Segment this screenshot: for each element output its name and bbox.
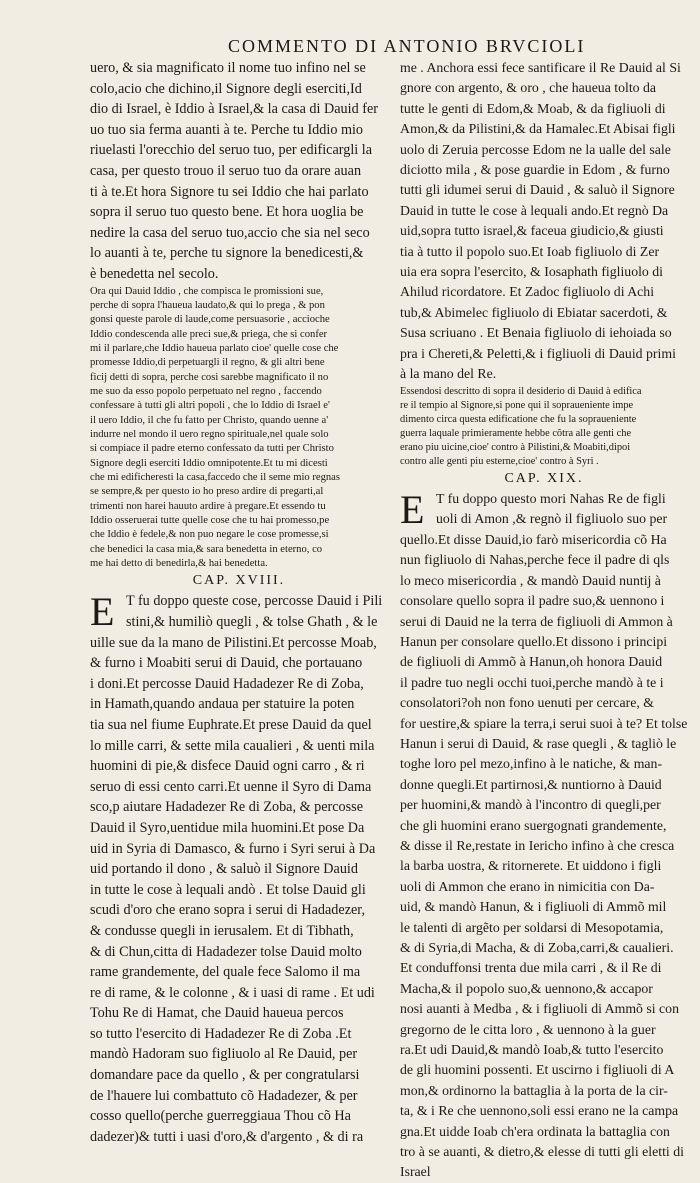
right-body-text: [400, 489, 688, 1183]
text-line: ta, & i Re che uennono,soli essi erano ne la campa: [400, 1103, 679, 1119]
text-line: uoli di Ammon che erano in nimicitia con Da-: [400, 878, 655, 894]
text-line: nosi auanti à Medba , & i figliuoli di Ammõ si con: [400, 1001, 679, 1017]
right-commentary: [400, 385, 688, 470]
text-line: tub,& Abimelec figliuolo di Ebiatar sacerdoti, &: [400, 304, 668, 320]
left-top-text: [90, 58, 388, 285]
text-line: tro à se auanti, & dietro,& elesse di tutti gli eletti di: [400, 1144, 684, 1160]
text-line: che benedici la casa mia,& sara benedetta in eterno, co: [90, 543, 323, 555]
text-line: stini,& humiliò quegli , & tolse Ghath , & le: [126, 614, 378, 630]
left-body-text: [90, 591, 388, 1147]
text-line: Susa scriuano . Et Benaia figliuolo di iehoiada so: [400, 325, 672, 341]
text-line: Iddio osseruerai tutte quelle cose che tu hai promesso,pe: [90, 515, 330, 527]
text-line: se sempre,& per questo io ho preso ardire di pregarti,al: [90, 486, 324, 498]
text-line: per huomini,& mandò à l'incontro di quegli,per: [400, 797, 661, 813]
text-line: mi il parlare,che Iddio haueua parlato cioe' quelle cose che: [90, 342, 339, 354]
text-line: il padre tuo negli occhi tuoi,perche mandò à te i: [400, 674, 664, 690]
text-line: & di Syria,di Macha, & di Zoba,carri,& caualieri.: [400, 940, 674, 955]
text-line: diciotto mila , & pose guardie in Edom , & furno: [400, 162, 670, 178]
text-line: che Iddio è fedele,& non puo negare le cose promesse,si: [90, 529, 329, 541]
text-line: uid,sopra tutto israel,& faceua giudicio,& giusti: [400, 223, 664, 239]
text-line: Dauid in tutte le cose à lequali ando.Et regnò Da: [400, 202, 669, 218]
left-column: [90, 58, 388, 1145]
text-line: uero, & sia magnificato il nome tuo infino nel se: [90, 60, 366, 76]
text-line: Amon,& da Pilistini,& da Hamalec.Et Abisai figli: [400, 121, 676, 137]
text-line: la barba uostra, & ritornerete. Et uiddono i figli: [400, 858, 662, 874]
text-line: Israel: [400, 1164, 431, 1180]
text-line: toghe loro pel mezo,infino à le natiche, & man-: [400, 756, 663, 772]
text-line: perche di sopra l'haueua laudato,& qui lo prega , & pon: [90, 299, 325, 311]
text-line: de figliuoli di Ammõ à Hanun,oh honora Dauid: [400, 654, 663, 670]
text-line: donne quegli.Et partirnosi,& nuntiorno à Dauid: [400, 776, 662, 792]
text-line: Iddio condescenda alle preci sue,& priega, che si confer: [90, 328, 328, 340]
text-line: & disse il Re,restate in Iericho infino à che cresca: [400, 837, 675, 853]
text-line: mon,& ordinorno la battaglia à la porta de la cir-: [400, 1082, 668, 1098]
text-line: uia era sopra l'esercito, & Iosaphath figliuolo di: [400, 264, 664, 280]
text-line: re il tempio al Signore,si pone qui il sopraueniente impe: [400, 399, 634, 411]
text-line: domandare pace da quello , & per congratularsi: [90, 1067, 360, 1084]
text-line: che gli huomini erano suergognati grandemente,: [400, 817, 667, 833]
text-line: i doni.Et percosse Dauid Hadadezer Re di Zoba,: [90, 675, 364, 692]
text-line: huomini di pie,& disfece Dauid ogni carro , & ri: [90, 758, 365, 775]
text-line: guerra laquale primieramente hebbe cõtra alle genti che: [400, 427, 632, 439]
text-line: Hanun per consolare quello.Et dissono i principi: [400, 633, 668, 649]
left-commentary: [90, 285, 388, 572]
text-line: tutte le genti di Edom,& Moab, & da figliuoli di: [400, 100, 666, 116]
text-line: confessare à tutti gli altri popoli , che lo Iddio di Israel e': [90, 400, 330, 412]
chapter-heading-18: CAP. XVIII.: [192, 573, 286, 589]
text-line: cosso quello(perche guerreggiaua Thou cõ Ha: [90, 1108, 351, 1125]
text-line: ficij detti di sopra, perche cosi sarebbe magnificato il no: [90, 371, 329, 383]
text-line: consolare quello sopra il padre suo,& uennono i: [400, 593, 665, 609]
running-head: COMMENTO DI ANTONIO BRVCIOLI: [228, 36, 586, 56]
text-line: tutti gli idumei serui di Dauid , & saluò il Signore: [400, 182, 675, 198]
text-line: Ora qui Dauid Iddio , che compisca le promissioni sue,: [90, 285, 324, 297]
text-line: ra.Et udi Dauid,& mandò Ioab,& tutto l'esercito: [400, 1042, 664, 1058]
text-line: erano piu uicine,cioe' contro à Pilistini,& Moabiti,dipoi: [400, 441, 631, 453]
text-line: le talenti di argẽto per soldarsi di Mesopotamia,: [400, 919, 664, 935]
text-line: colo,acio che dichino,il Signore degli eserciti,Id: [90, 80, 362, 97]
text-line: gna.Et uidde Ioab ch'era ordinata la battaglia con: [400, 1123, 670, 1139]
text-line: uolo di Zeruia percosse Edom ne la ualle del sale: [400, 141, 671, 157]
text-line: nun figliuolo di Nahas,perche fece il padre di qls: [400, 552, 670, 568]
text-line: casa, per questo trouo il seruo tuo da orare auan: [90, 162, 362, 179]
text-line: tia à tutto il popolo suo.Et Ioab figliuolo di Zer: [400, 243, 660, 259]
text-line: in tutte le cose à lequali andò . Et tolse Dauid gli: [90, 881, 366, 898]
text-line: Macha,& il popolo suo,& uennono,& accapor: [400, 980, 653, 996]
text-line: ti à te.Et hora Signore tu sei Iddio che hai parlato: [90, 183, 369, 200]
text-line: for uestire,& spiare la terra,i serui suoi à te? Et tolse: [400, 715, 688, 731]
left-chapter-body: [90, 591, 388, 1147]
text-line: so tutto l'esercito di Hadadezer Re di Zoba .Et: [90, 1025, 352, 1042]
text-line: uid, & mandò Hanun, & i figliuoli di Ammõ mil: [400, 899, 667, 915]
text-line: & di Chun,citta di Hadadezer tolse Dauid molto: [90, 943, 362, 960]
text-line: lo auanti à te, perche tu signore la benedicesti,&: [90, 245, 364, 262]
text-line: contro alle genti piu esterne,cioe' contro à Syri .: [400, 455, 599, 467]
text-line: me hai detto di benedirla,& hai benedetta.: [90, 558, 268, 570]
text-line: è benedetta nel secolo.: [90, 265, 219, 282]
text-line: re di rame, & le colonne , & i uasi di rame . Et udi: [90, 984, 375, 1001]
text-line: & condusse quegli in ierusalem. Et di Tibhath,: [90, 922, 354, 939]
text-line: uid in Syria di Damasco, & furno i Syri serui à Da: [90, 840, 376, 857]
text-line: nedire la casa del seruo tuo,accio che sia nel seco: [90, 224, 370, 241]
text-line: T fu doppo questo mori Nahas Re de figli: [436, 491, 666, 507]
text-line: lo mille carri, & sette mila caualieri , & uenti mila: [90, 737, 375, 754]
text-line: seruo di essi cento carri.Et uenne il Syro di Dama: [90, 778, 372, 795]
text-line: tia sua nel fiume Euphrate.Et prese Dauid da quel: [90, 716, 372, 733]
text-line: riuelasti l'orecchio del seruo tuo, per edificargli la: [90, 142, 372, 159]
text-line: dimento circa questa edificatione che fu la sopraueniente: [400, 413, 637, 425]
text-line: sco,p aiutare Hadadezer Re di Zoba, & percosse: [90, 799, 363, 816]
text-line: gregorno de le citta loro , & uennono à la guer: [400, 1021, 656, 1037]
text-line: in Hamath,quando andaua per statuire la poten: [90, 696, 355, 713]
right-top-text: [400, 58, 688, 385]
text-line: gnore con argento, & oro , che haueua tolto da: [400, 80, 657, 96]
text-line: si compiace il padre eterno confessato da tutti per Christo: [90, 443, 334, 455]
right-column: [400, 58, 688, 1180]
text-line: gonsi queste parole di laude,come persuasorie , accioche: [90, 314, 330, 326]
text-line: pra i Chereti,& Peletti,& i figliuoli di Dauid primi: [400, 345, 676, 361]
text-line: scudi d'oro che erano sopra i serui di Hadadezer,: [90, 902, 365, 919]
text-line: trimenti non harei hauuto ardire à pregare.Et essendo tu: [90, 500, 326, 512]
text-line: Hanun i serui di Dauid, & rase quegli , & tagliò le: [400, 735, 677, 751]
text-line: uoli di Amon ,& regnò il figliuolo suo per: [436, 511, 668, 527]
text-line: che mi edificheresti la casa,faccedo che il seme mio regnas: [90, 472, 341, 483]
text-line: de gli huomini possenti. Et uscirno i figliuoli di A: [400, 1062, 675, 1078]
text-line: dio di Israel, è Iddio à Israel,& la casa di Dauid fer: [90, 101, 378, 118]
text-line: à la mano del Re.: [400, 366, 497, 382]
text-line: uo tuo sia ferma auanti à te. Perche tu Iddio mio: [90, 121, 364, 138]
text-line: uille sue da la mano de Pilistini.Et percosse Moab,: [90, 634, 377, 651]
text-line: lo meco misericordia , & mandò Dauid nuntij à: [400, 572, 661, 588]
text-line: & furno i Moabiti serui di Dauid, che portauano: [90, 655, 363, 672]
text-line: quello.Et disse Dauid,io farò misericordia cõ Ha: [400, 531, 667, 547]
text-line: promesse Iddio,di perpetuargli il regno, & gli altri bene: [90, 357, 325, 369]
text-line: me suo da esso popolo perpetuato nel regno , faccendo: [90, 385, 322, 397]
text-line: dadezer)& tutti i uasi d'oro,& d'argento , & di ra: [90, 1128, 364, 1145]
text-line: mandò Hadoram suo figliuolo al Re Dauid, per: [90, 1046, 358, 1063]
text-line: sopra il seruo tuo questo bene. Et hora uoglia be: [90, 204, 364, 221]
text-line: Essendosi descritto di sopra il desiderio di Dauid à edifica: [400, 385, 642, 397]
text-line: Tohu Re di Hamat, che Dauid haueua percos: [90, 1005, 344, 1022]
text-line: rame grandemente, del quale fece Salomo il ma: [90, 964, 361, 981]
text-line: indurre nel mondo il uero regno spirituale,nel quale solo: [90, 428, 329, 440]
text-line: Dauid il Syro,uentidue mila huomini.Et pose Da: [90, 819, 365, 836]
text-line: uid portando il dono , & saluò il Signore Dauid: [90, 861, 358, 878]
text-line: consolatori?oh non fono uenuti per cercare, &: [400, 695, 654, 711]
text-line: Et conduffonsi trenta due mila carri , & il Re di: [400, 960, 662, 976]
drop-cap: E: [90, 589, 115, 635]
text-line: me . Anchora essi fece santificare il Re Dauid al Si: [400, 60, 681, 75]
right-chapter-body: [400, 489, 688, 1183]
text-line: il uero Iddio, il che fu fatto per Christo, quando uenne a': [90, 414, 329, 426]
text-line: de l'hauere lui combattuto cõ Hadadezer, & per: [90, 1087, 358, 1104]
text-line: Signore degli eserciti Iddio omnipotente.Et tu mi dicesti: [90, 457, 328, 469]
chapter-heading-19: CAP. XIX.: [504, 471, 584, 487]
drop-cap: E: [400, 487, 425, 533]
text-line: serui di Dauid ne la terra de figliuoli di Ammon à: [400, 613, 673, 629]
text-line: Ahilud ricordatore. Et Zadoc figliuolo di Achi: [400, 284, 655, 300]
text-line: T fu doppo queste cose, percosse Dauid i Pili: [126, 593, 383, 610]
